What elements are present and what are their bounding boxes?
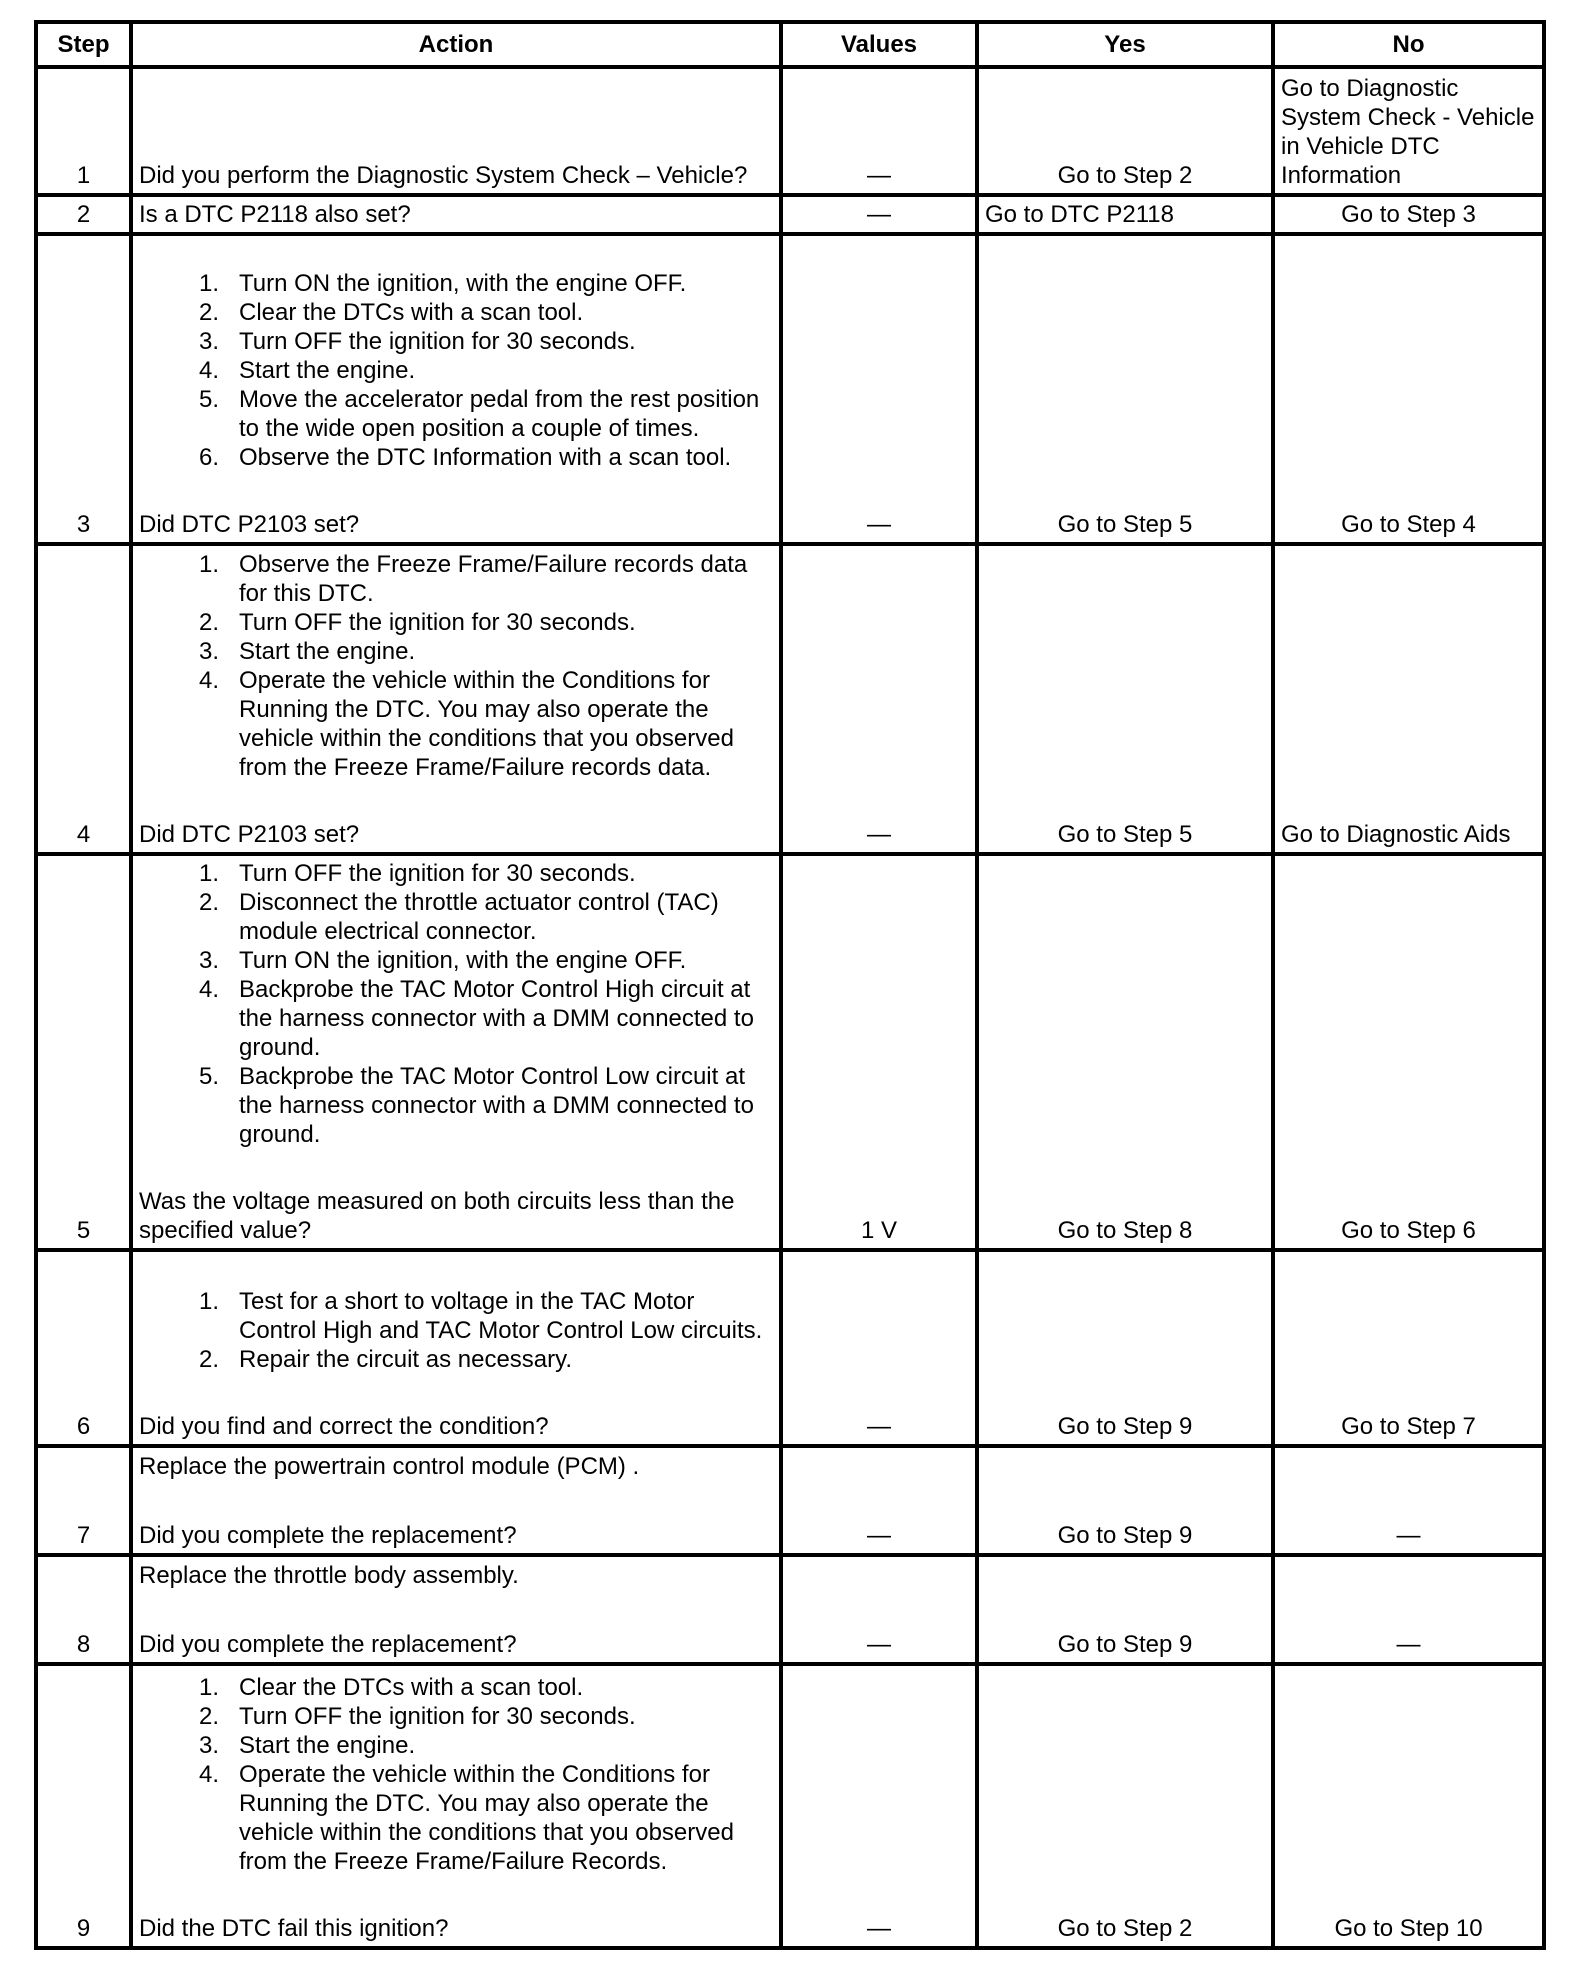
question-text: Was the voltage measured on both circuits less than the specified value? bbox=[139, 1188, 735, 1244]
list-item: 3. Start the engine. bbox=[198, 638, 416, 665]
no-cell: Go to Step 6 bbox=[1273, 854, 1544, 1250]
procedure-list bbox=[139, 1287, 773, 1374]
list-item: 3. Start the engine. bbox=[198, 1732, 416, 1759]
header-action: Action bbox=[131, 22, 781, 67]
table-header-row bbox=[36, 22, 1544, 67]
value-cell: — bbox=[781, 195, 977, 234]
no-cell: — bbox=[1273, 1555, 1544, 1664]
list-item: 1. Test for a short to voltage in the TAC Motor Control High and TAC Motor Control Low circuits. bbox=[198, 1288, 763, 1344]
yes-cell: Go to Step 8 bbox=[977, 854, 1273, 1250]
yes-cell: Go to Step 9 bbox=[977, 1555, 1273, 1664]
value-cell: — bbox=[781, 234, 977, 544]
action-text: Replace the throttle body assembly. bbox=[139, 1562, 519, 1589]
list-item: 4. Backprobe the TAC Motor Control High circuit at the harness connector with a DMM connected to ground. bbox=[198, 976, 754, 1061]
action-cell bbox=[131, 1664, 781, 1948]
list-item: 2. Disconnect the throttle actuator control (TAC) module electrical connector. bbox=[198, 889, 719, 945]
diagnostic-table bbox=[34, 20, 1546, 1950]
list-item: 1. Turn OFF the ignition for 30 seconds. bbox=[198, 860, 636, 887]
action-cell bbox=[131, 67, 781, 195]
step-number: 5 bbox=[36, 854, 131, 1250]
list-item: 3. Turn ON the ignition, with the engine OFF. bbox=[198, 947, 687, 974]
value-cell: — bbox=[781, 1555, 977, 1664]
yes-cell: Go to Step 5 bbox=[977, 234, 1273, 544]
no-cell: Go to Diagnostic Aids bbox=[1273, 544, 1544, 854]
list-item: 1. Clear the DTCs with a scan tool. bbox=[198, 1674, 584, 1701]
header-yes: Yes bbox=[977, 22, 1273, 67]
step-number: 9 bbox=[36, 1664, 131, 1948]
no-cell: Go to Step 3 bbox=[1273, 195, 1544, 234]
table-row bbox=[36, 1446, 1544, 1555]
question-text: Did you complete the replacement? bbox=[139, 1522, 517, 1549]
value-cell: — bbox=[781, 1250, 977, 1446]
question-text: Did you complete the replacement? bbox=[139, 1631, 517, 1658]
procedure-list bbox=[139, 859, 773, 1149]
table-row bbox=[36, 1664, 1544, 1948]
no-cell: Go to Step 10 bbox=[1273, 1664, 1544, 1948]
list-item: 2. Repair the circuit as necessary. bbox=[198, 1346, 573, 1373]
action-cell bbox=[131, 195, 781, 234]
action-text: Did you perform the Diagnostic System Check – Vehicle? bbox=[139, 162, 748, 189]
list-item: 2. Turn OFF the ignition for 30 seconds. bbox=[198, 609, 636, 636]
value-cell: — bbox=[781, 1664, 977, 1948]
header-values: Values bbox=[781, 22, 977, 67]
step-number: 2 bbox=[36, 195, 131, 234]
action-cell bbox=[131, 1555, 781, 1664]
question-text: Did the DTC fail this ignition? bbox=[139, 1915, 449, 1942]
procedure-list bbox=[139, 269, 773, 472]
action-cell bbox=[131, 1250, 781, 1446]
table-row bbox=[36, 234, 1544, 544]
list-item: 4. Operate the vehicle within the Conditions for Running the DTC. You may also operate the vehicle within the conditions that you observed from the Freeze Frame/Failure Records. bbox=[198, 1761, 734, 1875]
step-number: 1 bbox=[36, 67, 131, 195]
table-row bbox=[36, 1250, 1544, 1446]
action-cell bbox=[131, 854, 781, 1250]
no-cell: Go to Step 4 bbox=[1273, 234, 1544, 544]
yes-cell: Go to Step 2 bbox=[977, 1664, 1273, 1948]
header-step: Step bbox=[36, 22, 131, 67]
table-row bbox=[36, 195, 1544, 234]
table-row bbox=[36, 67, 1544, 195]
yes-cell: Go to Step 2 bbox=[977, 67, 1273, 195]
diagnostic-table-container bbox=[34, 20, 1546, 1950]
action-cell bbox=[131, 234, 781, 544]
procedure-list bbox=[139, 1673, 773, 1876]
yes-cell: Go to DTC P2118 bbox=[977, 195, 1273, 234]
list-item: 2. Turn OFF the ignition for 30 seconds. bbox=[198, 1703, 636, 1730]
table-row bbox=[36, 854, 1544, 1250]
list-item: 3. Turn OFF the ignition for 30 seconds. bbox=[198, 328, 636, 355]
procedure-list bbox=[139, 550, 773, 782]
step-number: 8 bbox=[36, 1555, 131, 1664]
table-row bbox=[36, 544, 1544, 854]
list-item: 1. Turn ON the ignition, with the engine OFF. bbox=[198, 270, 687, 297]
list-item: 4. Operate the vehicle within the Conditions for Running the DTC. You may also operate the vehicle within the conditions that you observed from the Freeze Frame/Failure records data. bbox=[198, 667, 734, 781]
question-text: Did DTC P2103 set? bbox=[139, 511, 360, 538]
header-no: No bbox=[1273, 22, 1544, 67]
step-number: 4 bbox=[36, 544, 131, 854]
yes-cell: Go to Step 5 bbox=[977, 544, 1273, 854]
list-item: 2. Clear the DTCs with a scan tool. bbox=[198, 299, 584, 326]
question-text: Did DTC P2103 set? bbox=[139, 821, 360, 848]
step-number: 7 bbox=[36, 1446, 131, 1555]
table-row bbox=[36, 1555, 1544, 1664]
no-cell: Go to Diagnostic System Check - Vehicle in Vehicle DTC Information bbox=[1273, 67, 1544, 195]
list-item: 1. Observe the Freeze Frame/Failure records data for this DTC. bbox=[198, 551, 748, 607]
no-cell: — bbox=[1273, 1446, 1544, 1555]
yes-cell: Go to Step 9 bbox=[977, 1446, 1273, 1555]
action-cell bbox=[131, 544, 781, 854]
step-number: 6 bbox=[36, 1250, 131, 1446]
yes-cell: Go to Step 9 bbox=[977, 1250, 1273, 1446]
value-cell: — bbox=[781, 67, 977, 195]
value-cell: — bbox=[781, 1446, 977, 1555]
list-item: 6. Observe the DTC Information with a scan tool. bbox=[198, 444, 732, 471]
step-number: 3 bbox=[36, 234, 131, 544]
action-text: Is a DTC P2118 also set? bbox=[139, 201, 411, 228]
action-text: Replace the powertrain control module (PCM) . bbox=[139, 1453, 640, 1480]
value-cell: 1 V bbox=[781, 854, 977, 1250]
value-cell: — bbox=[781, 544, 977, 854]
no-cell: Go to Step 7 bbox=[1273, 1250, 1544, 1446]
list-item: 5. Move the accelerator pedal from the rest position to the wide open position a couple of times. bbox=[198, 386, 760, 442]
list-item: 4. Start the engine. bbox=[198, 357, 416, 384]
question-text: Did you find and correct the condition? bbox=[139, 1413, 549, 1440]
action-cell bbox=[131, 1446, 781, 1555]
list-item: 5. Backprobe the TAC Motor Control Low circuit at the harness connector with a DMM connected to ground. bbox=[198, 1063, 754, 1148]
